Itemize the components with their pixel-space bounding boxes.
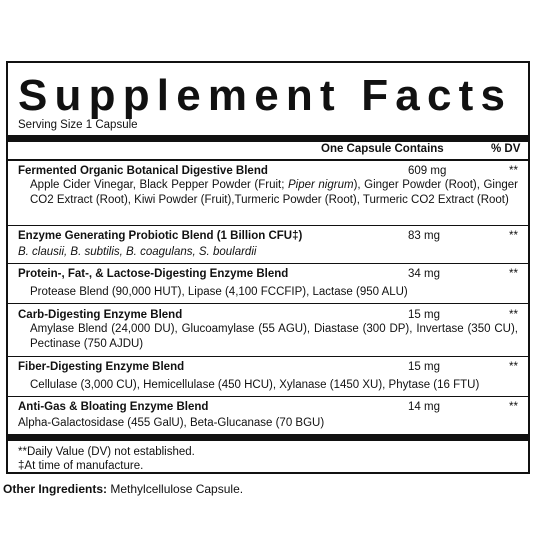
row-divider bbox=[8, 396, 528, 397]
blend-amount: 15 mg bbox=[408, 309, 440, 321]
blend-name: Fiber-Digesting Enzyme Blend bbox=[18, 361, 185, 373]
ingredients-italic: Piper nigrum bbox=[288, 179, 354, 191]
blend-name: Anti-Gas & Bloating Enzyme Blend bbox=[18, 401, 209, 413]
blend-name: Protein-, Fat-, & Lactose-Digesting Enzyme Blend bbox=[18, 268, 289, 280]
ingredients-text: Apple Cider Vinegar, Black Pepper Powder (Fruit; bbox=[30, 179, 288, 191]
blend-dv: ** bbox=[509, 361, 518, 373]
blend-ingredients: Amylase Blend (24,000 DU), Glucoamylase (55 AGU), Diastase (300 DP), Invertase (350 CU), Pectinase (750 AJDU) bbox=[30, 323, 518, 350]
blend-dv: ** bbox=[509, 401, 518, 413]
thick-divider bbox=[8, 434, 528, 441]
blend-dv: ** bbox=[509, 230, 518, 242]
blend-name: Fermented Organic Botanical Digestive Blend bbox=[18, 165, 268, 177]
blend-amount: 15 mg bbox=[408, 361, 440, 373]
blend-ingredients: B. clausii, B. subtilis, B. coagulans, S. boulardii bbox=[18, 246, 257, 258]
blend-dv: ** bbox=[509, 309, 518, 321]
header-divider bbox=[8, 159, 528, 161]
other-ingredients bbox=[3, 482, 243, 497]
dv-header: % DV bbox=[491, 143, 521, 155]
row-divider bbox=[8, 356, 528, 357]
blend-ingredients: Protease Blend (90,000 HUT), Lipase (4,100 FCCFIP), Lactase (950 ALU) bbox=[30, 286, 408, 298]
cfu-footnote: ‡At time of manufacture. bbox=[18, 460, 144, 472]
supplement-facts-panel bbox=[6, 61, 530, 474]
blend-amount: 609 mg bbox=[408, 165, 447, 177]
amount-header: One Capsule Contains bbox=[321, 143, 444, 155]
blend-amount: 34 mg bbox=[408, 268, 440, 280]
thick-divider bbox=[8, 135, 528, 142]
dv-footnote: **Daily Value (DV) not established. bbox=[18, 446, 195, 458]
blend-amount: 14 mg bbox=[408, 401, 440, 413]
other-ingredients-value: Methylcellulose Capsule. bbox=[107, 482, 244, 496]
blend-dv: ** bbox=[509, 268, 518, 280]
row-divider bbox=[8, 303, 528, 304]
row-divider bbox=[8, 263, 528, 264]
blend-name: Carb-Digesting Enzyme Blend bbox=[18, 309, 183, 321]
row-divider bbox=[8, 225, 528, 226]
blend-ingredients bbox=[30, 178, 518, 207]
blend-ingredients: Cellulase (3,000 CU), Hemicellulase (450 HCU), Xylanase (1450 XU), Phytase (16 FTU) bbox=[30, 379, 480, 391]
ingredients-text: ), Ginger Powder (Root), Ginger CO2 Extract (Root), Kiwi Powder (Fruit),Turmeric Powder (Root), Turmeric CO2 Extract (Root) bbox=[30, 179, 518, 206]
panel-title: Supplement Facts bbox=[18, 71, 513, 120]
serving-size: Serving Size 1 Capsule bbox=[18, 119, 138, 131]
blend-name: Enzyme Generating Probiotic Blend (1 Billion CFU‡) bbox=[18, 230, 303, 242]
blend-ingredients: Alpha-Galactosidase (455 GalU), Beta-Glucanase (70 BGU) bbox=[18, 417, 325, 429]
blend-dv: ** bbox=[509, 165, 518, 177]
other-ingredients-label: Other Ingredients: bbox=[3, 482, 108, 496]
blend-amount: 83 mg bbox=[408, 230, 440, 242]
